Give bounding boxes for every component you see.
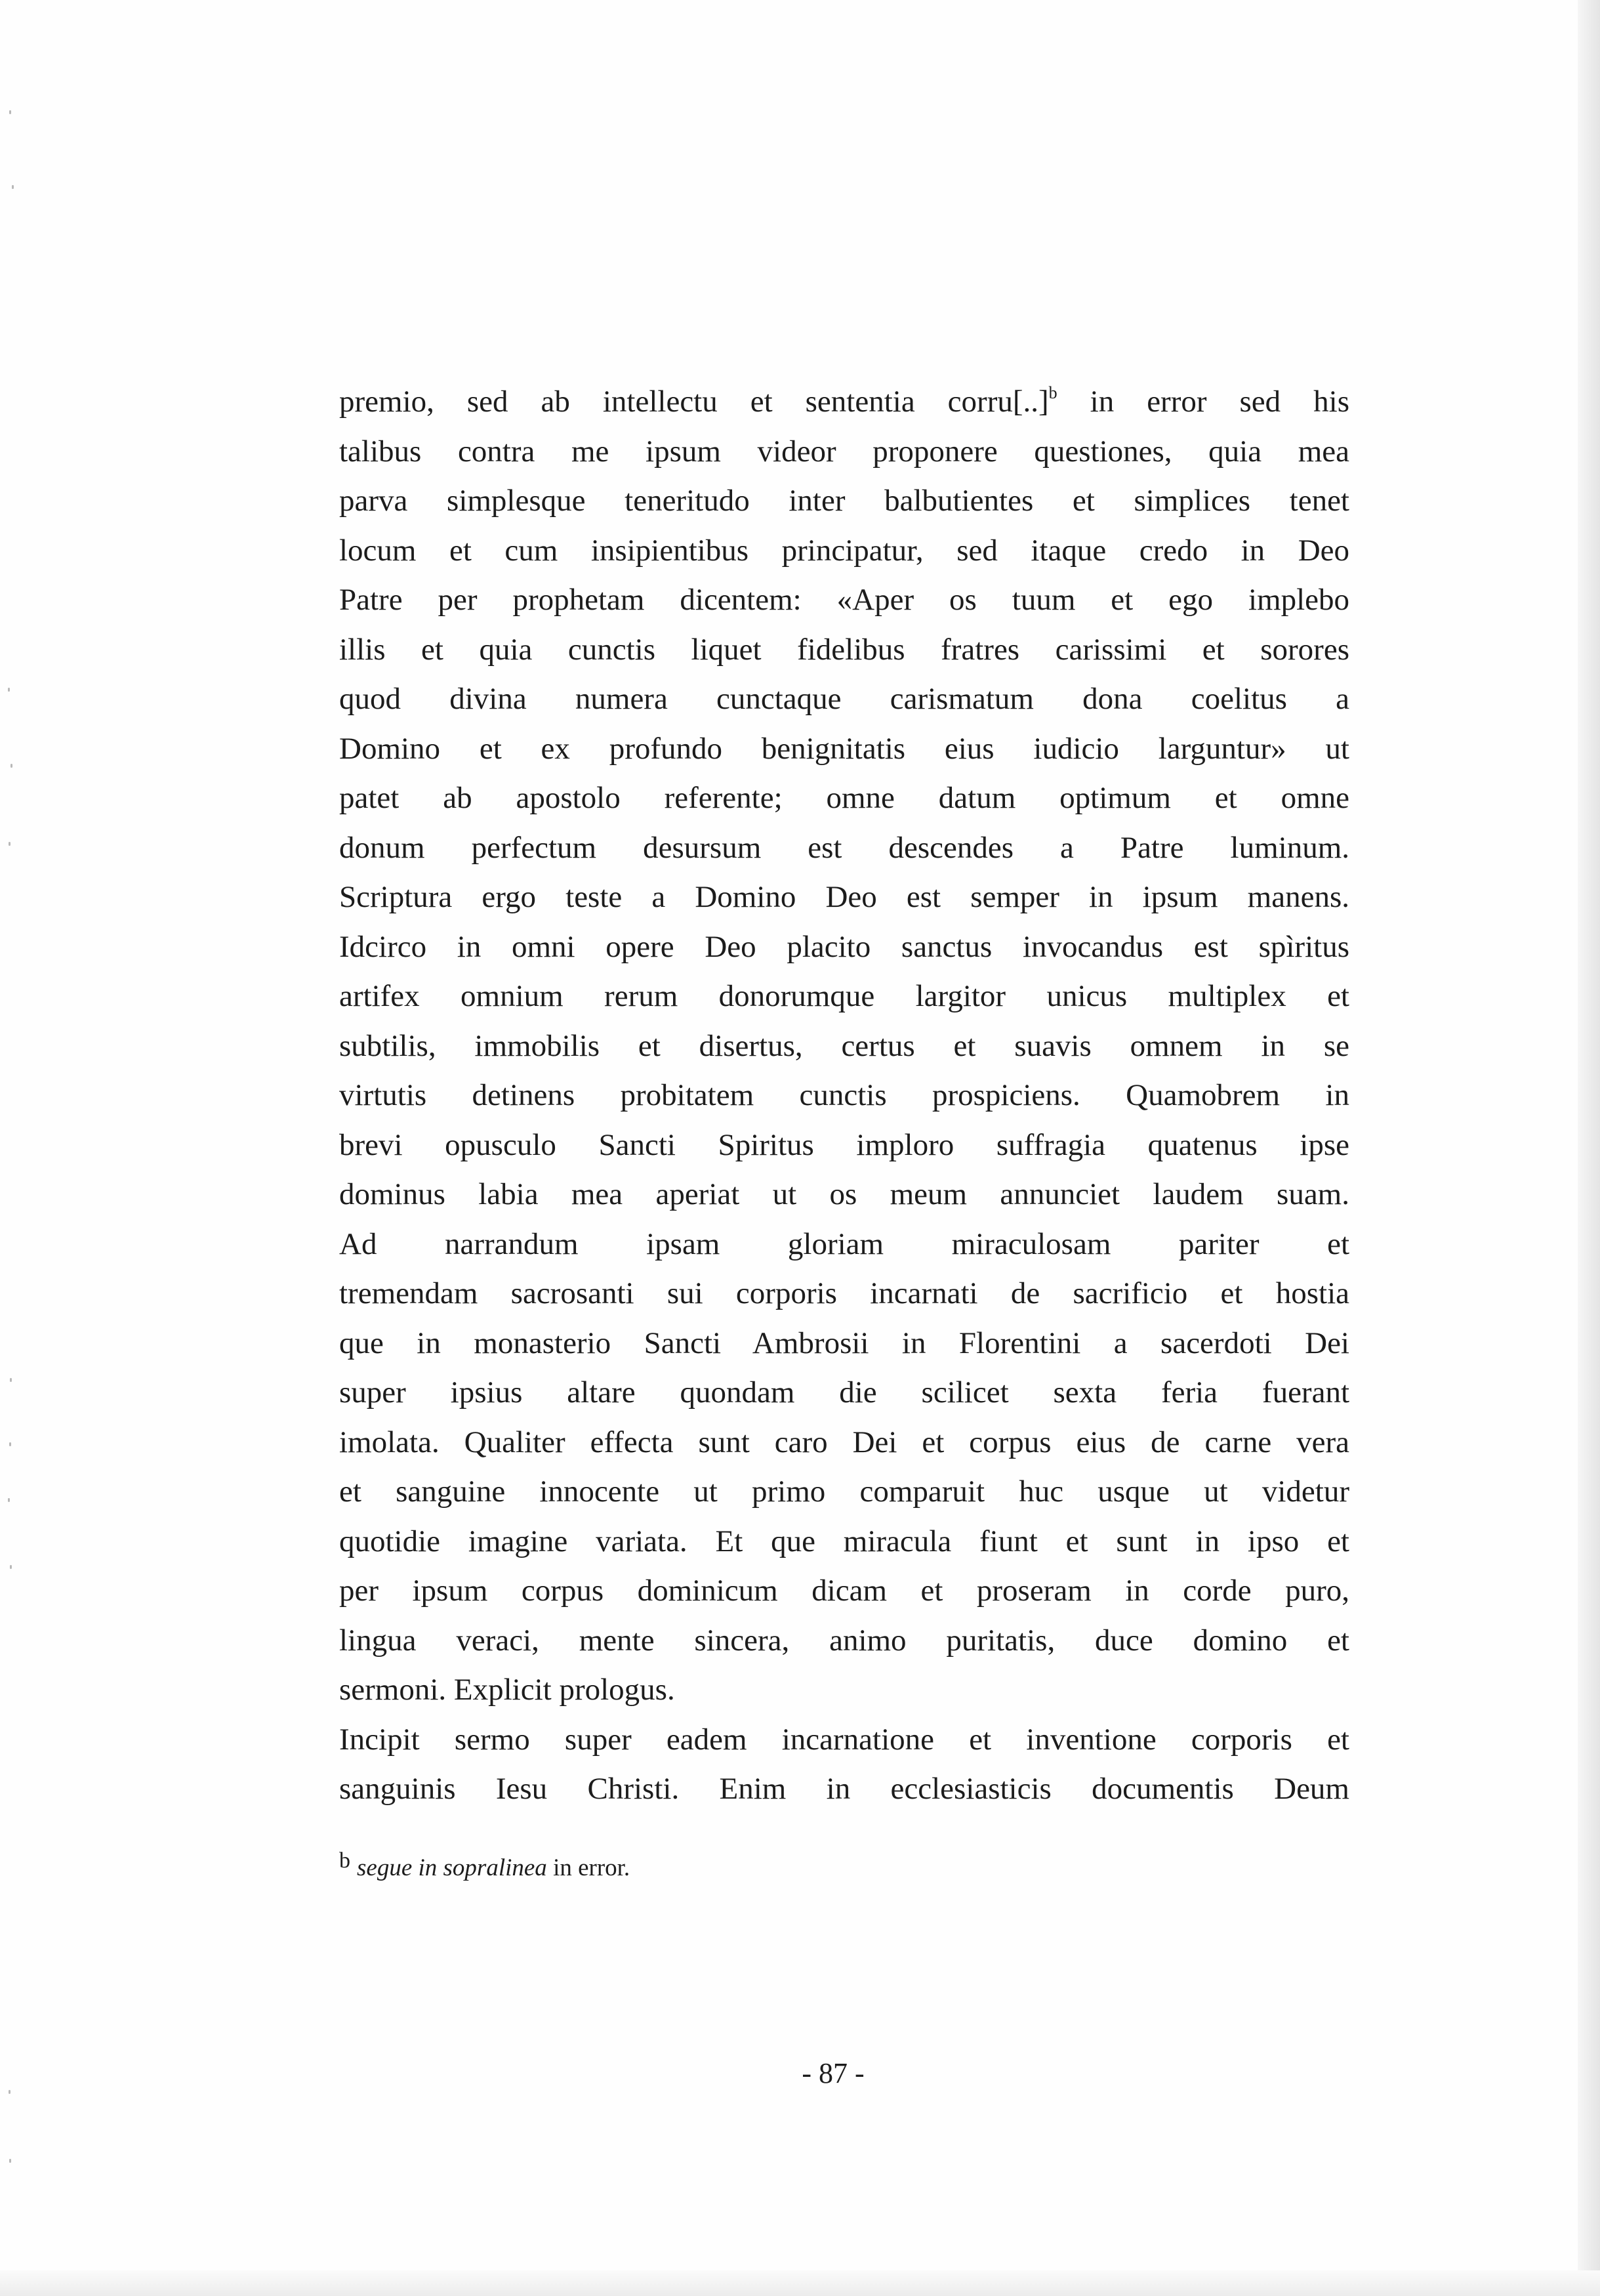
- text-line: locum et cum insipientibus principatur, sed itaque credo in Deo: [339, 533, 1349, 568]
- margin-speck: [8, 1498, 10, 1502]
- text-line: sermoni. Explicit prologus.: [339, 1673, 675, 1707]
- text-line: artifex omnium rerum donorumque largitor unicus multiplex et: [339, 979, 1349, 1013]
- footnote-italic-text: segue in sopralinea: [357, 1854, 547, 1881]
- footnote-mark: b: [339, 1848, 350, 1873]
- margin-speck: [9, 1442, 11, 1446]
- margin-speck: [10, 1378, 12, 1382]
- text-line: virtutis detinens probitatem cunctis prospiciens. Quamobrem in: [339, 1078, 1349, 1112]
- text-line: Domino et ex profundo benignitatis eius iudicio larguntur» ut: [339, 731, 1349, 766]
- text-line: Incipit sermo super eadem incarnatione et inventione corporis et: [339, 1722, 1349, 1757]
- text-line: subtilis, immobilis et disertus, certus et suavis omnem in se: [339, 1028, 1349, 1063]
- text-line: super ipsius altare quondam die scilicet sexta feria fuerant: [339, 1375, 1349, 1409]
- text-line: patet ab apostolo referente; omne datum optimum et omne: [339, 781, 1349, 815]
- margin-speck: [12, 185, 14, 189]
- text-line: quod divina numera cunctaque carismatum dona coelitus a: [339, 682, 1349, 716]
- footnote: [339, 1845, 630, 1885]
- margin-speck: [8, 688, 10, 692]
- footnote-plain-text: in error.: [546, 1854, 630, 1881]
- page-edge-right: [1578, 0, 1600, 2296]
- text-line: Ad narrandum ipsam gloriam miraculosam pariter et: [339, 1226, 1349, 1261]
- text-line: imolata. Qualiter effecta sunt caro Dei et corpus eius de carne vera: [339, 1425, 1349, 1459]
- body-text: [339, 377, 1349, 1814]
- text-line: per ipsum corpus dominicum dicam et proseram in corde puro,: [339, 1574, 1349, 1608]
- text-line: et sanguine innocente ut primo comparuit huc usque ut videtur: [339, 1474, 1349, 1509]
- page-number: - 87 -: [802, 2057, 865, 2089]
- text-line: Idcirco in omni opere Deo placito sanctus invocandus est spìritus: [339, 929, 1349, 964]
- text-line: talibus contra me ipsum videor proponere questiones, quia mea: [339, 434, 1349, 469]
- text-line: quotidie imagine variata. Et que miracula fiunt et sunt in ipso et: [339, 1524, 1349, 1558]
- text-line: que in monasterio Sancti Ambrosii in Florentini a sacerdoti Dei: [339, 1325, 1349, 1360]
- margin-speck: [9, 2090, 10, 2094]
- text-line: illis et quia cunctis liquet fidelibus fratres carissimi et sorores: [339, 632, 1349, 667]
- text-line: tremendam sacrosanti sui corporis incarnati de sacrificio et hostia: [339, 1276, 1349, 1310]
- text-line: sanguinis Iesu Christi. Enim in ecclesiasticis documentis Deum: [339, 1772, 1349, 1806]
- footnote-ref: b: [1048, 383, 1057, 402]
- text-line: lingua veraci, mente sincera, animo puritatis, duce domino et: [339, 1623, 1349, 1658]
- text-line: parva simplesque teneritudo inter balbutientes et simplices tenet: [339, 484, 1349, 518]
- margin-speck: [9, 110, 11, 114]
- margin-speck: [9, 842, 10, 846]
- margin-speck: [10, 1565, 12, 1569]
- text-line: donum perfectum desursum est descendes a Patre luminum.: [339, 830, 1349, 865]
- text-line: premio, sed ab intellectu et sententia corru[..]$^b$ in error sed his: [339, 383, 1349, 419]
- text-line: brevi opusculo Sancti Spiritus imploro suffragia quatenus ipse: [339, 1127, 1349, 1162]
- text-line: dominus labia mea aperiat ut os meum annunciet laudem suam.: [339, 1177, 1349, 1211]
- margin-speck: [9, 2159, 11, 2163]
- margin-speck: [10, 764, 12, 768]
- text-line: Scriptura ergo teste a Domino Deo est semper in ipsum manens.: [339, 880, 1349, 914]
- text-line: Patre per prophetam dicentem: «Aper os tuum et ego implebo: [339, 583, 1349, 617]
- page-edge-bottom: [0, 2270, 1600, 2296]
